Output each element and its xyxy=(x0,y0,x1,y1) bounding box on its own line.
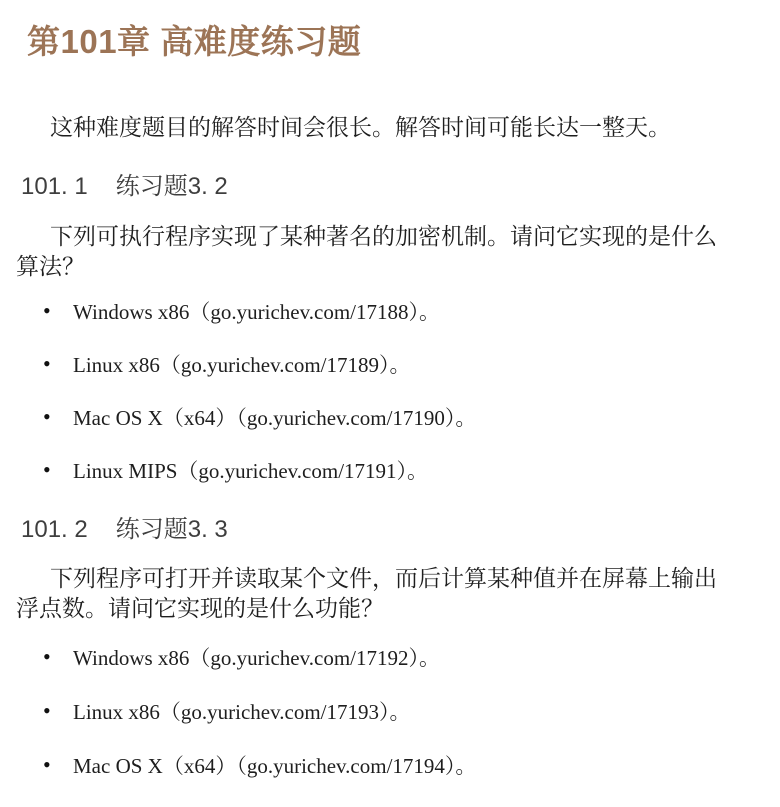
section-number: 101. 1 xyxy=(21,173,88,200)
list-item xyxy=(16,699,756,726)
list-item xyxy=(16,753,756,780)
list-item-text: Windows x86（go.yurichev.com/17188）。 xyxy=(73,300,440,324)
section-title: 练习题3. 3 xyxy=(115,516,228,543)
bullet-icon: • xyxy=(43,698,51,723)
list-item-text: Windows x86（go.yurichev.com/17192）。 xyxy=(73,646,440,670)
bullet-icon: • xyxy=(43,752,51,777)
chapter-title: 第101章 高难度练习题 xyxy=(27,23,362,60)
bullet-icon: • xyxy=(43,404,51,429)
list-item-text: Linux MIPS（go.yurichev.com/17191）。 xyxy=(73,459,429,483)
list-item xyxy=(16,645,756,672)
list-item-text: Linux x86（go.yurichev.com/17189）。 xyxy=(73,353,411,377)
section-title: 练习题3. 2 xyxy=(115,173,228,200)
list-item xyxy=(16,458,756,485)
section-description-101-2: 下列程序可打开并读取某个文件，而后计算某种值并在屏幕上输出浮点数。请问它实现的是什么功能？ xyxy=(16,565,717,621)
list-item-text: Mac OS X（x64）（go.yurichev.com/17190）。 xyxy=(73,406,477,430)
bullet-icon: • xyxy=(43,457,51,482)
list-item xyxy=(16,299,756,326)
bullet-icon: • xyxy=(43,644,51,669)
list-item xyxy=(16,405,756,432)
bullet-icon: • xyxy=(43,298,51,323)
list-item xyxy=(16,352,756,379)
section-number: 101. 2 xyxy=(21,516,88,543)
section-description-101-1: 下列可执行程序实现了某种著名的加密机制。请问它实现的是什么算法？ xyxy=(16,223,717,279)
exercise-list-101-2 xyxy=(16,645,756,807)
section-heading-101-1 xyxy=(21,172,228,202)
list-item-text: Linux x86（go.yurichev.com/17193）。 xyxy=(73,700,411,724)
list-item-text: Mac OS X（x64）（go.yurichev.com/17194）。 xyxy=(73,754,477,778)
exercise-list-101-1 xyxy=(16,299,756,511)
intro-paragraph: 这种难度题目的解答时间会很长。解答时间可能长达一整天。 xyxy=(50,114,671,140)
bullet-icon: • xyxy=(43,351,51,376)
section-heading-101-2 xyxy=(21,515,228,545)
